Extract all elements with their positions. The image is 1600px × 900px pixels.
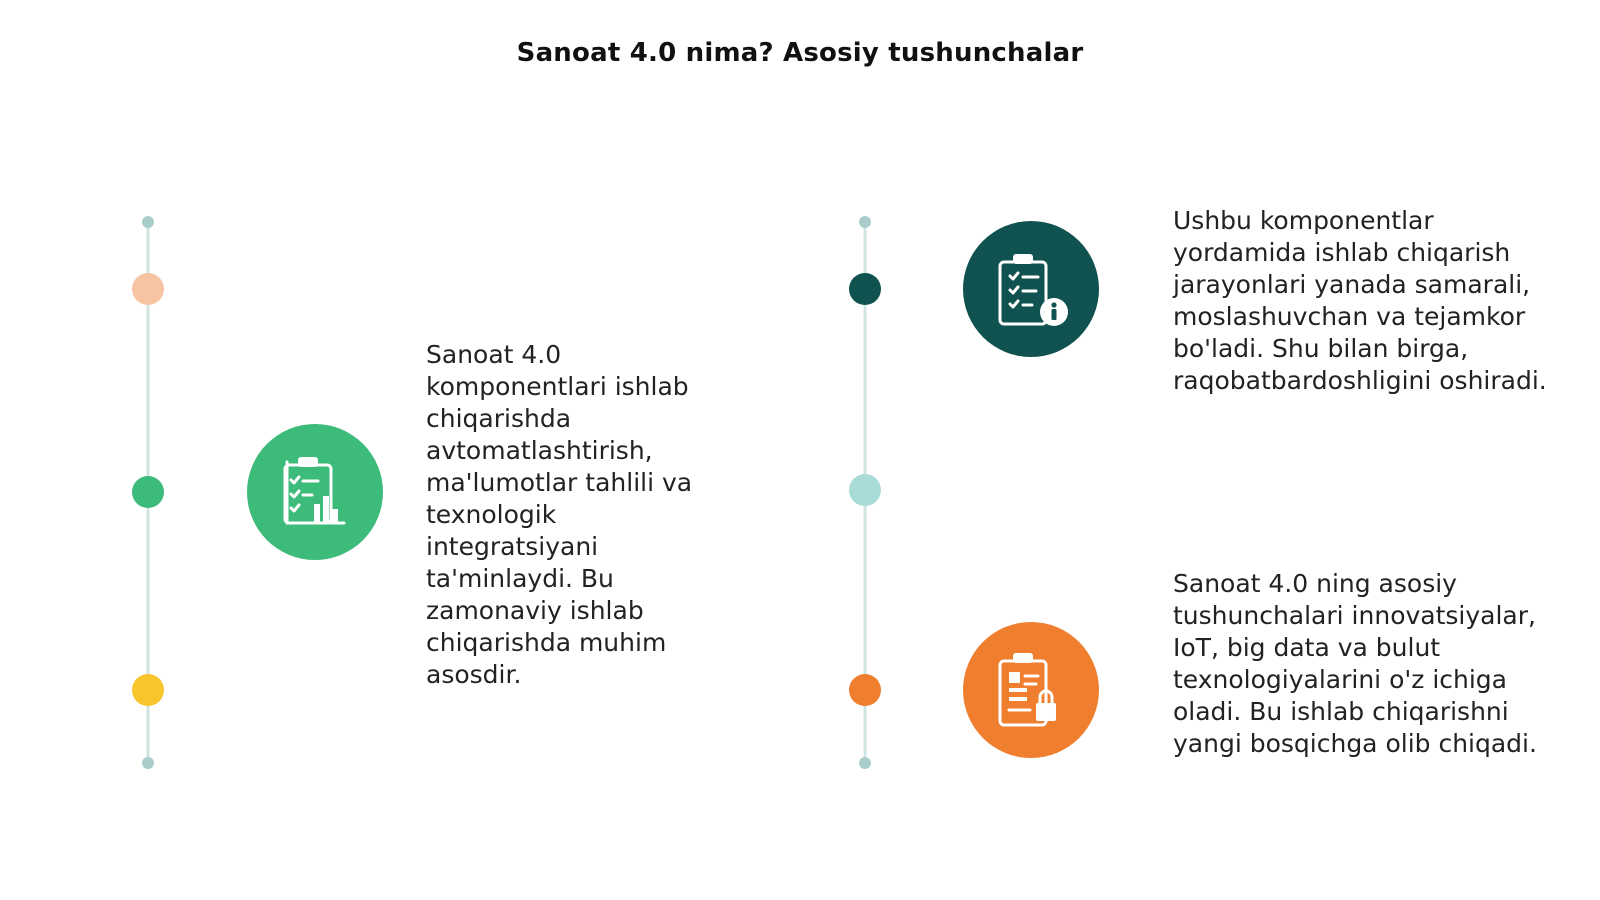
clipboard-document-lock-icon [963, 622, 1099, 758]
right-timeline-end-dot [859, 757, 871, 769]
left-timeline-green-dot [132, 476, 164, 508]
right-top-description-text: Ushbu komponentlar yordamida ishlab chiqarish jarayonlari yanada samarali, moslashuvchan va tejamkor bo'ladi. Shu bilan birga, raqobatbardoshligini oshiradi. [1173, 206, 1547, 395]
right-bottom-description-text: Sanoat 4.0 ning asosiy tushunchalari innovatsiyalar, IoT, big data va bulut texnologiyalarini o'z ichiga oladi. Bu ishlab chiqarishni yangi bosqichga olib chiqadi. [1173, 569, 1537, 758]
right-timeline-start-dot [859, 216, 871, 228]
clipboard-document-lock-icon-bg [963, 622, 1099, 758]
left-timeline-end-dot [142, 757, 154, 769]
page-title: Sanoat 4.0 nima? Asosiy tushunchalar [516, 38, 1084, 68]
clipboard-chart-icon [247, 424, 383, 560]
right-timeline-orange-dot [849, 674, 881, 706]
left-timeline-start-dot [142, 216, 154, 228]
left-description-text: Sanoat 4.0 komponentlari ishlab chiqarishda avtomatlashtirish, ma'lumotlar tahlili va texnologik integratsiyani ta'minlaydi. Bu zamonaviy ishlab chiqarishda muhim asosdir. [426, 340, 693, 689]
clipboard-checklist-info-icon-bg [963, 221, 1099, 357]
right-timeline-dark-teal-dot [849, 273, 881, 305]
right-timeline-light-teal-dot [849, 474, 881, 506]
left-timeline-yellow-dot [132, 674, 164, 706]
clipboard-checklist-info-icon [963, 221, 1099, 357]
left-timeline-peach-dot [132, 273, 164, 305]
clipboard-chart-icon-bg [247, 424, 383, 560]
